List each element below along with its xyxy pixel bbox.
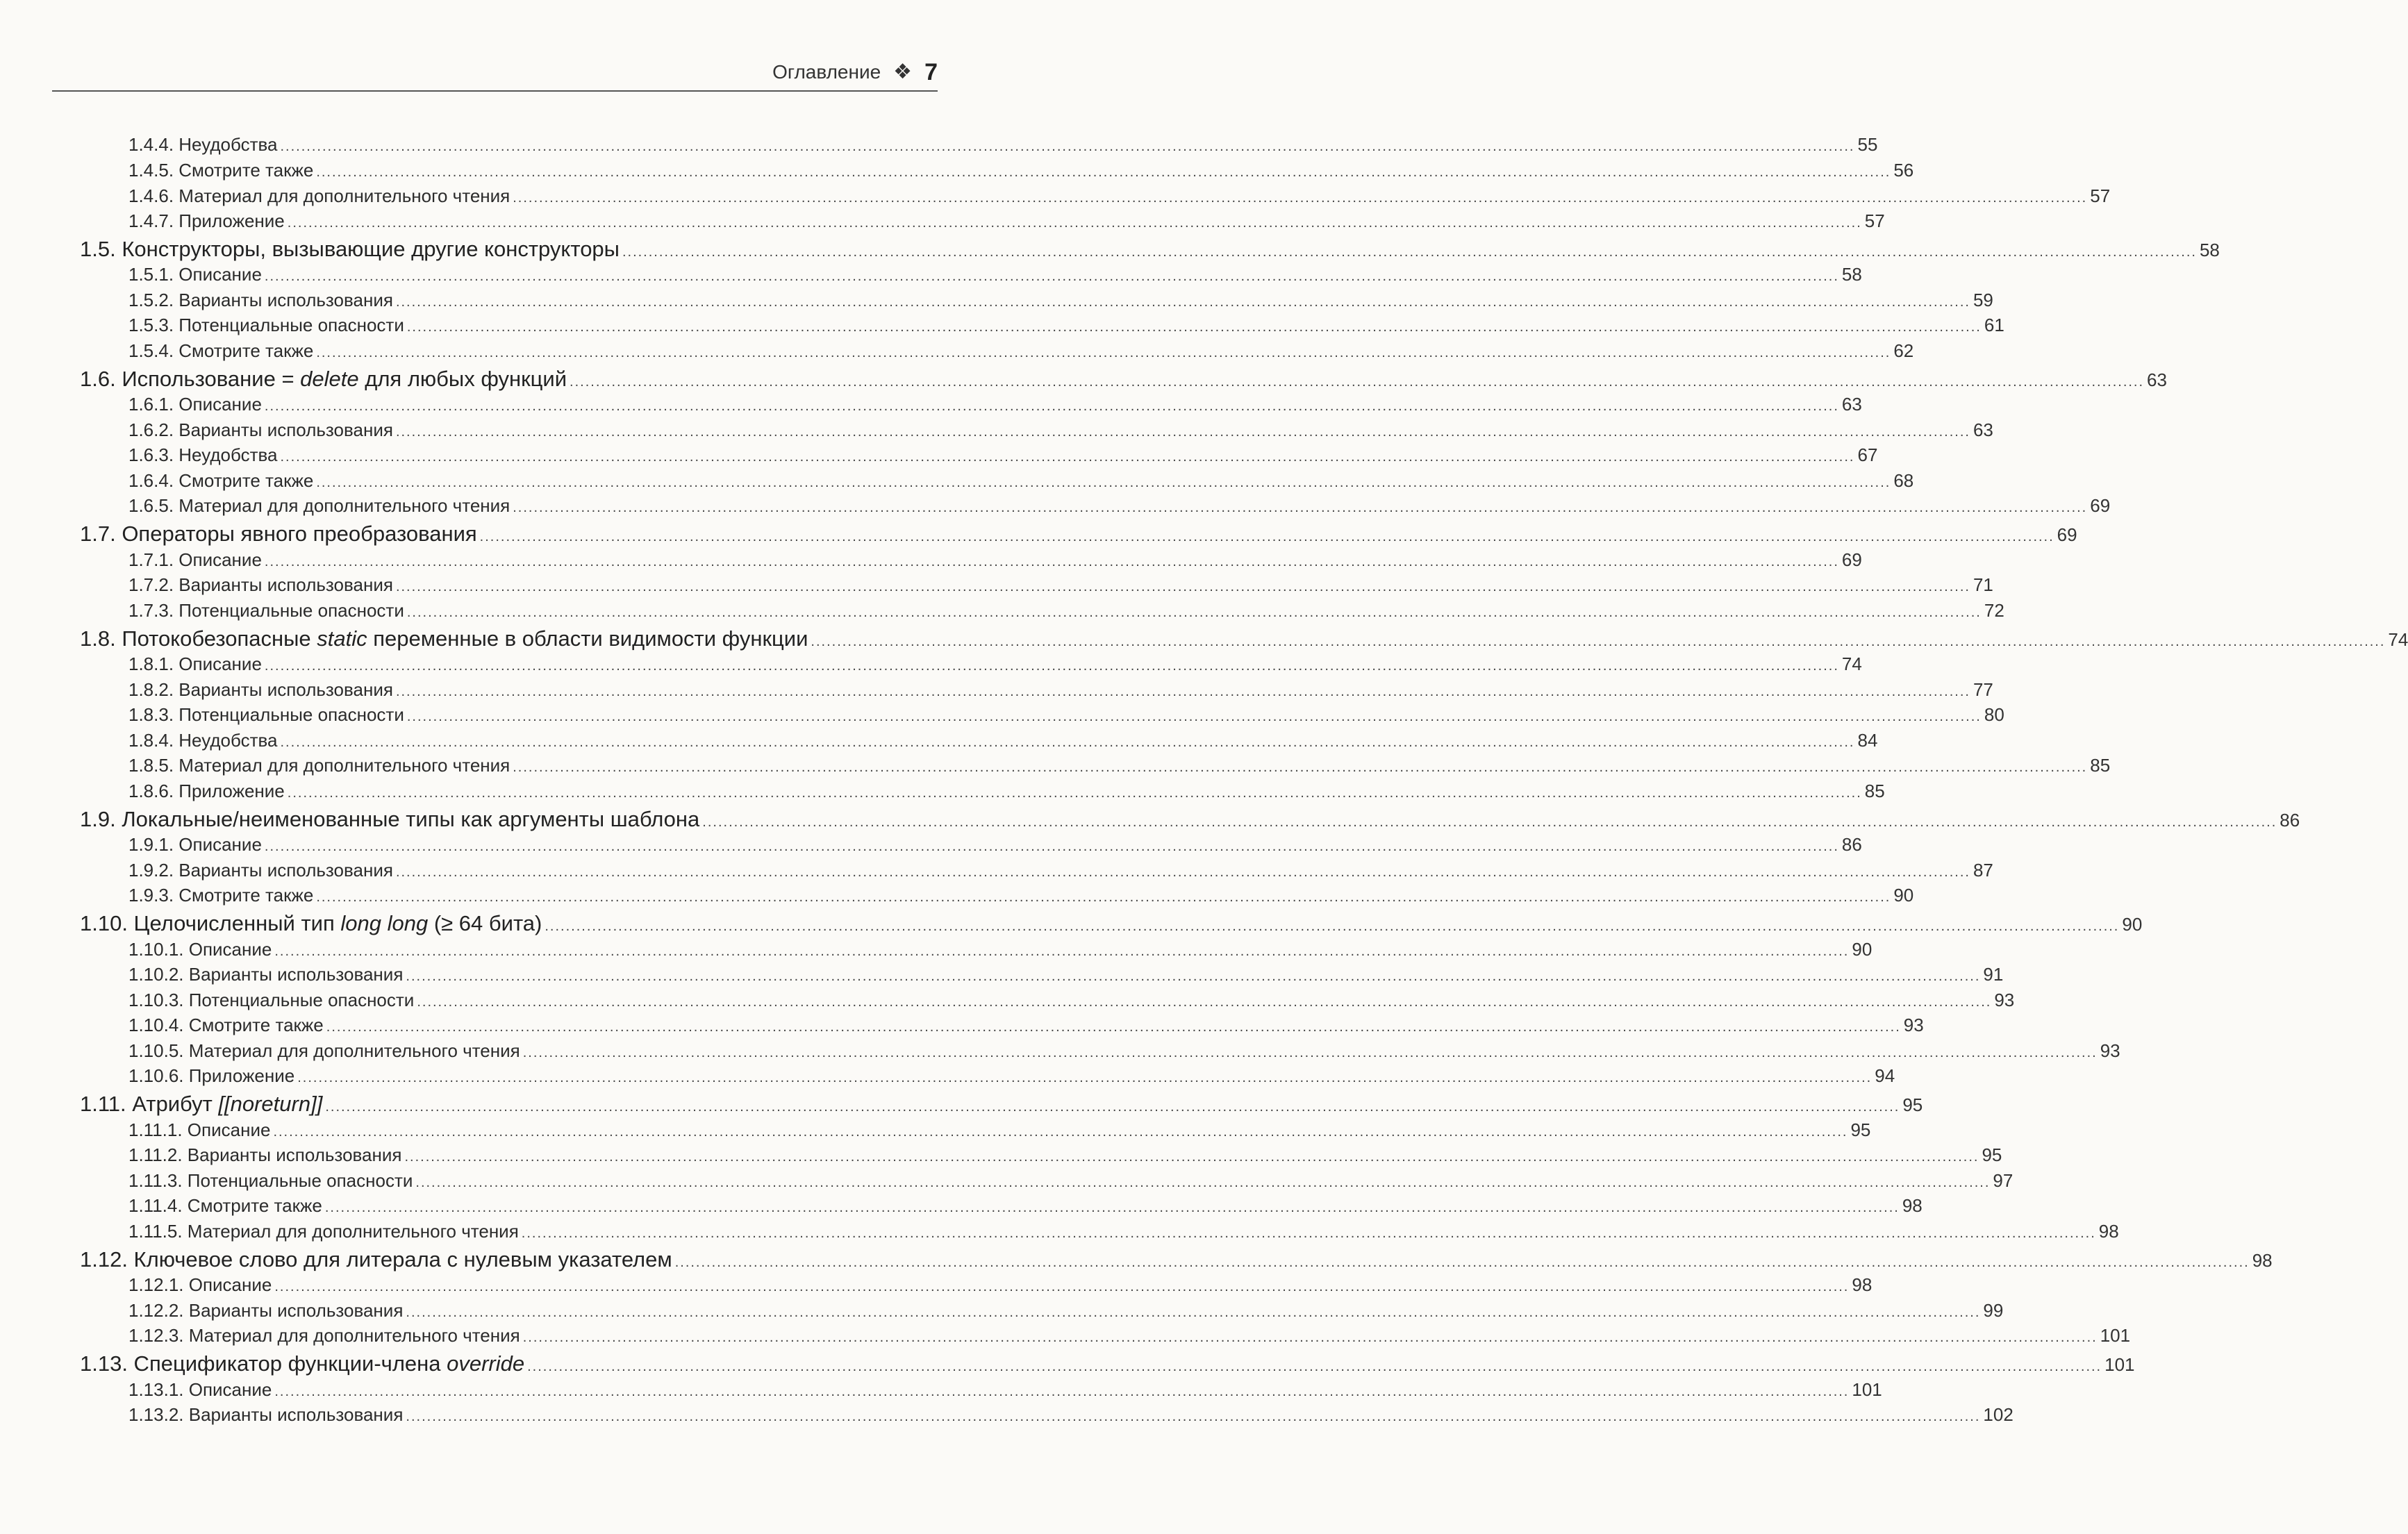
dot-leader: ............................................................................................................................................................................................................................................................................................................: [287, 215, 1862, 231]
toc-page-number: 95: [1902, 1094, 1923, 1115]
toc-entry-title: 1.10.4. Смотрите также: [128, 1015, 324, 1035]
dot-leader: ............................................................................................................................................................................................................................................................................................................: [316, 165, 1891, 180]
dot-leader: ............................................................................................................................................................................................................................................................................................................: [406, 969, 1981, 984]
toc-entry-title: 1.4.5. Смотрите также: [128, 160, 314, 181]
toc-entry-title: 1.6.2. Варианты использования: [128, 419, 393, 440]
toc-subsection: [128, 1219, 2119, 1244]
toc-entry-title: 1.4.7. Приложение: [128, 210, 285, 231]
toc-subsection: [128, 132, 1878, 157]
toc-page-number: 85: [1864, 781, 1885, 801]
toc-page-number: 94: [1875, 1065, 1895, 1086]
toc-title-part: для любых функций: [358, 367, 567, 391]
toc-subsection: [128, 651, 1862, 676]
toc-section: [80, 626, 2408, 651]
dot-leader: ............................................................................................................................................................................................................................................................................................................: [406, 709, 1982, 724]
toc-entry-title: 1.10.3. Потенциальные опасности: [128, 990, 415, 1010]
toc-subsection: [128, 547, 1862, 572]
toc-section: [80, 522, 2077, 547]
toc-entry-title: 1.9.2. Варианты использования: [128, 860, 393, 881]
toc-entry-title: 1.8.4. Неудобства: [128, 730, 278, 751]
toc-entry-title: 1.7.2. Варианты использования: [128, 574, 393, 595]
toc-page-number: 69: [2057, 524, 2077, 545]
dot-leader: ............................................................................................................................................................................................................................................................................................................: [326, 1019, 1901, 1035]
toc-entry-title: 1.4.4. Неудобства: [128, 134, 278, 155]
toc-page-number: 86: [2280, 810, 2300, 831]
toc-page-number: 101: [1852, 1379, 1882, 1400]
dot-leader: ............................................................................................................................................................................................................................................................................................................: [406, 1409, 1981, 1424]
toc-title-part: 1.10. Целочисленный тип: [80, 911, 341, 935]
toc-subsection: [128, 1063, 1895, 1088]
toc-entry-title: 1.8.1. Описание: [128, 653, 262, 674]
toc-section: [80, 1247, 2273, 1272]
toc-page-number: 93: [1994, 990, 2015, 1010]
dot-leader: ............................................................................................................................................................................................................................................................................................................: [264, 658, 1839, 674]
dot-leader: ............................................................................................................................................................................................................................................................................................................: [395, 294, 1970, 310]
toc-page-number: 95: [1850, 1119, 1871, 1140]
dot-leader: ............................................................................................................................................................................................................................................................................................................: [622, 244, 2197, 260]
toc-entry-title: 1.13.2. Варианты использования: [128, 1404, 404, 1425]
toc-page-number: 77: [1973, 679, 1993, 700]
toc-entry-title: 1.12.3. Материал для дополнительного чтения: [128, 1325, 520, 1346]
toc-page-number: 85: [2090, 755, 2111, 776]
toc-entry-title: 1.11.2. Варианты использования: [128, 1144, 402, 1165]
toc-title-part: 1.8. Потокобезопасные: [80, 626, 317, 651]
dot-leader: ............................................................................................................................................................................................................................................................................................................: [280, 449, 1855, 465]
dot-leader: ............................................................................................................................................................................................................................................................................................................: [406, 319, 1982, 335]
toc-page-number: 98: [1852, 1274, 1873, 1295]
toc-page-number: 57: [1864, 210, 1885, 231]
toc-subsection: [128, 778, 1885, 803]
toc-entry-title: [80, 1351, 524, 1376]
toc-entry-title: 1.10.6. Приложение: [128, 1065, 295, 1086]
toc-title-part: 1.11. Атрибут: [80, 1092, 219, 1116]
toc-page-number: 90: [1852, 939, 1873, 960]
toc-subsection: [128, 1117, 1871, 1142]
toc-page-number: 63: [1973, 419, 1993, 440]
page-number: 7: [924, 58, 938, 85]
toc-subsection: [128, 1323, 2131, 1348]
toc-page-number: 87: [1973, 860, 1993, 881]
toc-page-number: 86: [1841, 834, 1862, 855]
toc-entry-title: 1.5.3. Потенциальные опасности: [128, 315, 404, 335]
toc-entry-title: 1.12.1. Описание: [128, 1274, 272, 1295]
toc-entry-title: 1.11.1. Описание: [128, 1119, 271, 1140]
toc-subsection: [128, 1193, 1923, 1218]
toc-page-number: 99: [1983, 1300, 2004, 1321]
toc-page-number: 97: [1993, 1170, 2013, 1191]
toc-subsection: [128, 598, 2004, 623]
toc-entry-title: 1.10.1. Описание: [128, 939, 272, 960]
toc-subsection: [128, 338, 1914, 363]
dot-leader: ............................................................................................................................................................................................................................................................................................................: [522, 1045, 2098, 1060]
dot-leader: ............................................................................................................................................................................................................................................................................................................: [287, 785, 1862, 801]
dot-leader: ............................................................................................................................................................................................................................................................................................................: [406, 1305, 1981, 1320]
dot-leader: ............................................................................................................................................................................................................................................................................................................: [274, 944, 1850, 959]
toc-entry-title: 1.5.4. Смотрите также: [128, 340, 314, 361]
toc-page-number: 57: [2090, 185, 2111, 206]
dot-leader: ............................................................................................................................................................................................................................................................................................................: [404, 1149, 1979, 1165]
toc-subsection: [128, 962, 2004, 987]
toc-entry-title: 1.9. Локальные/неименованные типы как аргументы шаблона: [80, 807, 700, 831]
toc-entry-title: 1.12.2. Варианты использования: [128, 1300, 404, 1321]
toc-title-code: static: [317, 626, 367, 651]
toc-title-part: переменные в области видимости функции: [367, 626, 808, 651]
toc-page-number: 95: [1982, 1144, 2002, 1165]
toc-page-number: 71: [1973, 574, 1993, 595]
dot-leader: ............................................................................................................................................................................................................................................................................................................: [521, 1226, 2096, 1241]
toc-page-number: 63: [2147, 369, 2167, 390]
toc-subsection: [128, 262, 1862, 287]
toc-page-number: 74: [2388, 629, 2408, 650]
toc-title-code: override: [447, 1351, 525, 1376]
toc-page-number: 93: [2100, 1040, 2120, 1061]
toc-entry-title: 1.6.5. Материал для дополнительного чтения: [128, 495, 510, 516]
dot-leader: ............................................................................................................................................................................................................................................................................................................: [316, 890, 1891, 905]
toc-subsection: [128, 1038, 2120, 1063]
dot-leader: ............................................................................................................................................................................................................................................................................................................: [264, 269, 1839, 284]
toc-page-number: 84: [1857, 730, 1878, 751]
toc-page-number: 98: [2098, 1221, 2119, 1242]
toc-entry-title: [80, 911, 542, 936]
dot-leader: ............................................................................................................................................................................................................................................................................................................: [479, 529, 2054, 544]
dot-leader: ............................................................................................................................................................................................................................................................................................................: [395, 579, 1970, 594]
dot-leader: ............................................................................................................................................................................................................................................................................................................: [280, 139, 1855, 154]
toc-entry-title: 1.7.1. Описание: [128, 549, 262, 570]
toc-title-code: [[noreturn]]: [218, 1092, 323, 1116]
dot-leader: ............................................................................................................................................................................................................................................................................................................: [702, 815, 2277, 830]
toc-entry-title: 1.8.2. Варианты использования: [128, 679, 393, 700]
toc-subsection: [128, 832, 1862, 857]
toc-entry-title: [80, 1092, 322, 1117]
toc-page-number: 101: [2100, 1325, 2131, 1346]
toc-subsection: [128, 728, 1878, 753]
toc-page-number: 98: [1902, 1195, 1923, 1216]
toc-subsection: [128, 883, 1914, 908]
toc-subsection: [128, 312, 2004, 337]
toc-entry-title: 1.9.1. Описание: [128, 834, 262, 855]
dot-leader: ............................................................................................................................................................................................................................................................................................................: [522, 1330, 2098, 1345]
toc-page-number: 61: [1984, 315, 2004, 335]
toc-section: [80, 367, 2167, 392]
toc-entry-title: 1.6.1. Описание: [128, 394, 262, 415]
dot-leader: ............................................................................................................................................................................................................................................................................................................: [264, 839, 1839, 854]
toc-subsection: [128, 493, 2111, 518]
toc-entry-title: 1.7. Операторы явного преобразования: [80, 522, 477, 546]
toc-entry-title: 1.8.3. Потенциальные опасности: [128, 704, 404, 725]
toc-entry-title: 1.5. Конструкторы, вызывающие другие конструкторы: [80, 237, 620, 261]
dot-leader: ............................................................................................................................................................................................................................................................................................................: [274, 1279, 1850, 1294]
toc-page-number: 74: [1841, 653, 1862, 674]
toc-subsection: [128, 987, 2015, 1012]
toc-subsection: [128, 392, 1862, 417]
toc-page-number: 93: [1903, 1015, 1924, 1035]
toc-title-part: 1.6. Использование =: [80, 367, 301, 391]
toc-subsection: [128, 183, 2111, 208]
toc-section: [80, 807, 2300, 832]
toc-subsection: [128, 1272, 1873, 1297]
dot-leader: ............................................................................................................................................................................................................................................................................................................: [406, 605, 1982, 620]
toc-subsection: [128, 1298, 2004, 1323]
dot-leader: ............................................................................................................................................................................................................................................................................................................: [545, 919, 2120, 934]
toc-subsection: [128, 858, 1993, 883]
toc-section: [80, 237, 2220, 262]
toc-subsection: [128, 287, 1993, 312]
toc-entry-title: 1.12. Ключевое слово для литерала с нулевым указателем: [80, 1247, 672, 1272]
toc-section: [80, 1092, 1923, 1117]
dot-leader: ............................................................................................................................................................................................................................................................................................................: [513, 500, 2088, 515]
toc-page-number: 91: [1983, 964, 2004, 985]
dot-leader: ............................................................................................................................................................................................................................................................................................................: [273, 1124, 1848, 1140]
toc-subsection: [128, 702, 2004, 727]
toc-page-number: 72: [1984, 600, 2004, 621]
toc-subsection: [128, 1402, 2013, 1427]
toc-section: [80, 1351, 2135, 1376]
toc-page-number: 58: [1841, 264, 1862, 285]
toc-entry-title: 1.8.6. Приложение: [128, 781, 285, 801]
toc-page-number: 59: [1973, 290, 1993, 310]
toc-entry-title: 1.10.5. Материал для дополнительного чтения: [128, 1040, 520, 1061]
toc-page-number: 56: [1893, 160, 1914, 181]
toc-title-code: long long: [340, 911, 429, 935]
toc-subsection: [128, 158, 1914, 183]
toc-page-number: 62: [1893, 340, 1914, 361]
toc-subsection: [128, 1377, 1882, 1402]
dot-leader: ............................................................................................................................................................................................................................................................................................................: [324, 1200, 1900, 1215]
toc-entry-title: 1.7.3. Потенциальные опасности: [128, 600, 404, 621]
toc-page-number: 67: [1857, 444, 1878, 465]
toc-title-part: 1.13. Спецификатор функции-члена: [80, 1351, 447, 1376]
dot-leader: ............................................................................................................................................................................................................................................................................................................: [395, 684, 1970, 699]
toc-page-number: 69: [1841, 549, 1862, 570]
toc-page-number: 98: [2252, 1250, 2273, 1271]
toc-entry-title: 1.11.3. Потенциальные опасности: [128, 1170, 413, 1191]
dot-leader: ............................................................................................................................................................................................................................................................................................................: [316, 475, 1891, 490]
header-title: Оглавление: [772, 61, 881, 83]
toc-subsection: [128, 442, 1878, 467]
dot-leader: ............................................................................................................................................................................................................................................................................................................: [280, 735, 1855, 750]
toc-page-number: 58: [2199, 240, 2220, 260]
dot-leader: ............................................................................................................................................................................................................................................................................................................: [513, 760, 2088, 775]
dot-leader: ............................................................................................................................................................................................................................................................................................................: [395, 865, 1970, 880]
dot-leader: ............................................................................................................................................................................................................................................................................................................: [417, 994, 1992, 1010]
toc-entry-title: 1.9.3. Смотрите также: [128, 885, 314, 906]
dot-leader: ............................................................................................................................................................................................................................................................................................................: [811, 634, 2386, 649]
toc-page-number: 63: [1841, 394, 1862, 415]
toc-subsection: [128, 1012, 1924, 1037]
ornament-icon: ❖: [893, 60, 913, 83]
toc-subsection: [128, 572, 1993, 597]
toc-subsection: [128, 208, 1885, 233]
dot-leader: ............................................................................................................................................................................................................................................................................................................: [395, 424, 1970, 440]
toc-subsection: [128, 1142, 2002, 1167]
toc-entry-title: 1.4.6. Материал для дополнительного чтения: [128, 185, 510, 206]
toc-entry-title: 1.6.3. Неудобства: [128, 444, 278, 465]
toc-subsection: [128, 1168, 2013, 1193]
toc-page-number: 55: [1857, 134, 1878, 155]
dot-leader: ............................................................................................................................................................................................................................................................................................................: [570, 374, 2145, 390]
dot-leader: ............................................................................................................................................................................................................................................................................................................: [274, 1384, 1850, 1399]
toc-page-number: 90: [2122, 914, 2143, 935]
toc-subsection: [128, 468, 1914, 493]
toc-entry-title: 1.5.1. Описание: [128, 264, 262, 285]
dot-leader: ............................................................................................................................................................................................................................................................................................................: [264, 399, 1839, 414]
dot-leader: ............................................................................................................................................................................................................................................................................................................: [674, 1255, 2250, 1270]
toc-page-number: 101: [2104, 1354, 2135, 1375]
toc-page-number: 68: [1893, 470, 1914, 491]
dot-leader: ............................................................................................................................................................................................................................................................................................................: [415, 1175, 1991, 1190]
dot-leader: ............................................................................................................................................................................................................................................................................................................: [297, 1070, 1873, 1085]
toc-entry-title: 1.11.4. Смотрите также: [128, 1195, 322, 1216]
dot-leader: ............................................................................................................................................................................................................................................................................................................: [316, 345, 1891, 360]
dot-leader: ............................................................................................................................................................................................................................................................................................................: [264, 554, 1839, 569]
toc-subsection: [128, 753, 2111, 778]
toc-page-number: 69: [2090, 495, 2111, 516]
toc-subsection: [128, 937, 1873, 962]
toc-page-number: 80: [1984, 704, 2004, 725]
toc-entry-title: 1.8.5. Материал для дополнительного чтения: [128, 755, 510, 776]
toc-entry-title: 1.6.4. Смотрите также: [128, 470, 314, 491]
dot-leader: ............................................................................................................................................................................................................................................................................................................: [513, 190, 2088, 206]
toc-entry-title: 1.11.5. Материал для дополнительного чтения: [128, 1221, 519, 1242]
toc-subsection: [128, 677, 1993, 702]
toc-entry-title: 1.10.2. Варианты использования: [128, 964, 404, 985]
toc-entry-title: 1.5.2. Варианты использования: [128, 290, 393, 310]
toc-entry-title: 1.13.1. Описание: [128, 1379, 272, 1400]
toc-page-number: 102: [1983, 1404, 2013, 1425]
toc-subsection: [128, 417, 1993, 442]
dot-leader: ............................................................................................................................................................................................................................................................................................................: [325, 1099, 1900, 1115]
running-header: [52, 54, 938, 92]
toc-entry-title: [80, 626, 808, 651]
toc-page-number: 90: [1893, 885, 1914, 906]
toc-title-code: delete: [300, 367, 359, 391]
dot-leader: ............................................................................................................................................................................................................................................................................................................: [527, 1359, 2102, 1374]
toc-title-part: (≥ 64 бита): [428, 911, 542, 935]
toc-entry-title: [80, 367, 567, 392]
toc-section: [80, 911, 2143, 936]
